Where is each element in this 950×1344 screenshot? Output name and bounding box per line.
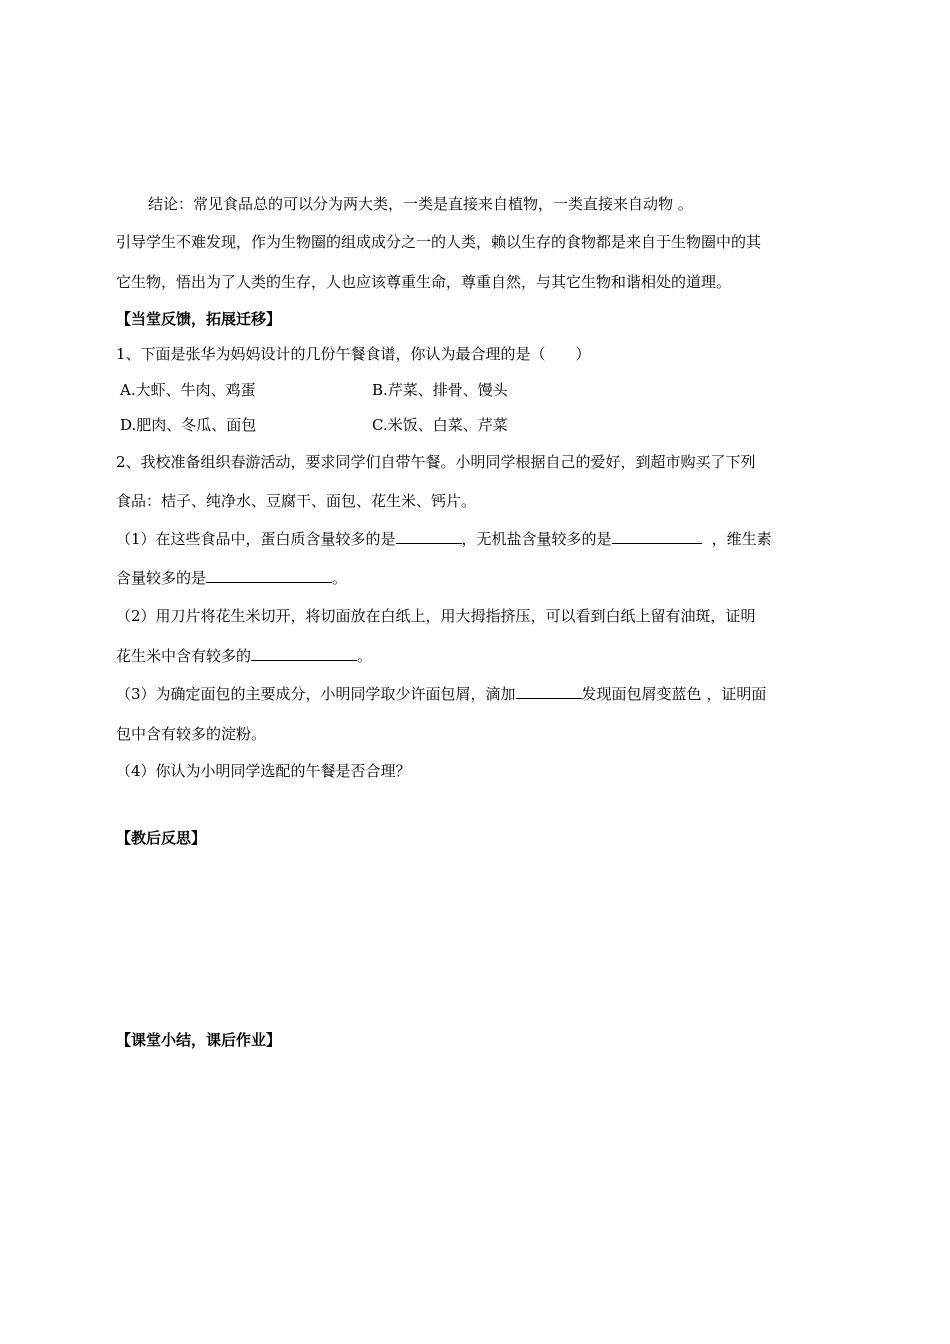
conclusion-text: 结论：常见食品总的可以分为两大类，一类是直接来自植物，一类直接来自动物 。 bbox=[148, 195, 693, 213]
question-2-part-1-line-1 bbox=[116, 529, 772, 549]
question-2-part-3-line-1 bbox=[116, 684, 766, 704]
section-heading-summary: 【课堂小结，课后作业】 bbox=[116, 1031, 282, 1049]
guide-text-line-1: 引导学生不难发现，作为生物圈的组成成分之一的人类，赖以生存的食物都是来自于生物圈中的其 bbox=[116, 233, 762, 251]
part-1-text-a: （1）在这些食品中，蛋白质含量较多的是 bbox=[116, 530, 396, 548]
guide-text-line-2: 它生物，悟出为了人类的生存，人也应该尊重生命，尊重自然，与其它生物和谐相处的道理。 bbox=[116, 273, 732, 291]
part-1-text-c: ，维生素 bbox=[711, 530, 772, 548]
part-3-text-b: 发现面包屑变蓝色 ，证明面 bbox=[581, 685, 767, 703]
question-2-stem-line-2: 食品：桔子、纯净水、豆腐干、面包、花生米、钙片。 bbox=[116, 492, 477, 510]
part-2-text-b: 花生米中含有较多的 bbox=[116, 647, 252, 665]
part-1-text-b: ，无机盐含量较多的是 bbox=[461, 530, 612, 548]
question-2-part-4: （4）你认为小明同学选配的午餐是否合理？ bbox=[116, 762, 411, 780]
question-1-option-a: A.大虾、牛肉、鸡蛋 bbox=[120, 381, 256, 399]
question-1-option-b: B.芹菜、排骨、馒头 bbox=[372, 381, 508, 399]
question-2-part-1-line-2 bbox=[116, 568, 347, 588]
question-1-option-d: D.肥肉、冬瓜、面包 bbox=[120, 416, 257, 434]
question-2-part-3-line-2: 包中含有较多的淀粉。 bbox=[116, 725, 267, 743]
part-3-text-a: （3）为确定面包的主要成分，小明同学取少许面包屑，滴加 bbox=[116, 685, 516, 703]
answer-blank-vitamin[interactable] bbox=[206, 568, 332, 583]
section-heading-feedback: 【当堂反馈，拓展迁移】 bbox=[116, 310, 282, 328]
question-2-part-2-line-1: （2）用刀片将花生米切开，将切面放在白纸上，用大拇指挤压，可以看到白纸上留有油斑，证明 bbox=[116, 607, 756, 625]
part-1-text-d: 含量较多的是 bbox=[116, 569, 207, 587]
answer-blank-mineral[interactable] bbox=[612, 529, 702, 544]
answer-blank-protein[interactable] bbox=[396, 529, 462, 544]
question-2-stem-line-1: 2、我校准备组织春游活动，要求同学们自带午餐。小明同学根据自己的爱好，到超市购买了下列 bbox=[116, 453, 756, 471]
question-1-option-c: C.米饭、白菜、芹菜 bbox=[372, 416, 508, 434]
question-2-part-2-line-2 bbox=[116, 646, 372, 666]
answer-blank-fat[interactable] bbox=[251, 646, 357, 661]
answer-blank-reagent[interactable] bbox=[516, 684, 582, 699]
question-1-stem: 1、下面是张华为妈妈设计的几份午餐食谱，你认为最合理的是（ ） bbox=[116, 345, 591, 363]
part-2-text-c: 。 bbox=[357, 647, 373, 665]
part-1-text-e: 。 bbox=[332, 569, 348, 587]
section-heading-reflection: 【教后反思】 bbox=[116, 829, 207, 847]
